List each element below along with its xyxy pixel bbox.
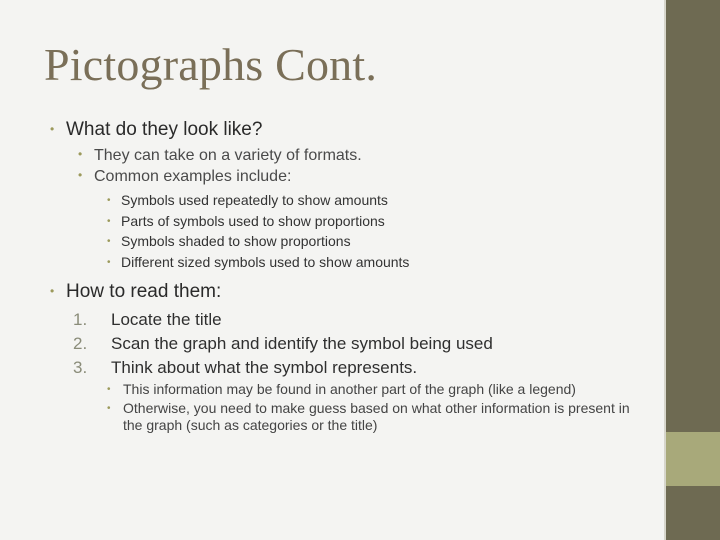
right-accent-block <box>666 432 720 486</box>
step-number: 1. <box>73 310 88 330</box>
step-number: 2. <box>73 333 88 353</box>
note-item <box>107 400 640 434</box>
step-item <box>73 356 640 380</box>
step-text: Locate the title <box>111 310 222 330</box>
bullet-dot-icon: • <box>78 146 83 161</box>
step-item <box>73 332 640 356</box>
example-text: Symbols shaded to show proportions <box>121 233 351 250</box>
bullet-dot-icon: • <box>50 284 55 299</box>
example-item <box>107 190 640 211</box>
section-heading-text: What do they look like? <box>66 119 263 140</box>
bullet-dot-icon: • <box>107 215 111 227</box>
section-heading-read <box>50 280 640 304</box>
slide-title: Pictographs Cont. <box>44 39 378 90</box>
example-text: Different sized symbols used to show amounts <box>121 253 410 270</box>
note-text: Otherwise, you need to make guess based on what other information is present in the graph (such as categories or the title) <box>123 400 630 434</box>
point-item <box>78 146 640 167</box>
bullet-dot-icon: • <box>107 195 111 207</box>
example-item <box>107 231 640 252</box>
example-item <box>107 211 640 232</box>
note-text: This information may be found in another part of the graph (like a legend) <box>123 381 576 398</box>
bullet-dot-icon: • <box>107 384 111 396</box>
point-text: Common examples include: <box>94 167 292 185</box>
example-text: Parts of symbols used to show proportions <box>121 212 385 229</box>
step-text: Think about what the symbol represents. <box>111 357 418 377</box>
note-item <box>107 381 640 398</box>
bullet-dot-icon: • <box>107 256 111 268</box>
point-item <box>78 167 640 188</box>
bullet-dot-icon: • <box>107 403 111 415</box>
step-text: Scan the graph and identify the symbol being used <box>111 333 493 353</box>
example-item <box>107 252 640 273</box>
example-text: Symbols used repeatedly to show amounts <box>121 192 388 209</box>
section-heading-look <box>50 118 640 142</box>
bullet-dot-icon: • <box>78 167 83 182</box>
section-heading-text: How to read them: <box>66 281 222 303</box>
bullet-dot-icon: • <box>107 236 111 248</box>
slide-content <box>50 118 640 434</box>
step-number: 3. <box>73 357 88 377</box>
bullet-dot-icon: • <box>50 122 55 136</box>
step-item <box>73 308 640 332</box>
point-text: They can take on a variety of formats. <box>94 146 362 164</box>
